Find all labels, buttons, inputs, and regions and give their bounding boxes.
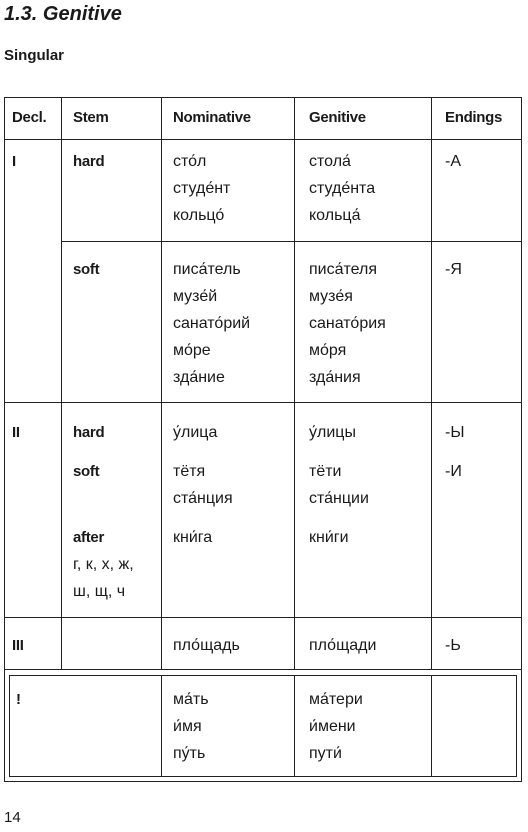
- column-divider: [294, 675, 295, 777]
- word: и́мени: [309, 718, 356, 735]
- header-genitive: Genitive: [309, 109, 366, 126]
- ending-cell: -Ы: [445, 424, 465, 441]
- column-divider: [161, 97, 162, 669]
- table-left-border: [4, 97, 5, 782]
- word: пу́ть: [173, 745, 206, 762]
- header-stem: Stem: [73, 109, 109, 126]
- exception-mark: !: [16, 691, 21, 708]
- stem-label: after: [73, 529, 105, 546]
- genitive-cell: у́лицы: [309, 424, 356, 441]
- table-right-border: [521, 97, 522, 782]
- column-divider: [431, 675, 432, 777]
- word: ма́тери: [309, 691, 363, 708]
- nominative-cell: кни́га: [173, 529, 213, 546]
- word: музе́я: [309, 288, 353, 305]
- word: и́мя: [173, 718, 202, 735]
- genitive-cell: [309, 686, 363, 767]
- nominative-cell: [173, 256, 250, 391]
- word: пути́: [309, 745, 342, 762]
- ending-cell: -А: [445, 153, 461, 170]
- word: санато́рия: [309, 315, 386, 332]
- exception-box-bottom: [9, 776, 517, 777]
- word: ста́нция: [173, 490, 233, 507]
- ending-cell: -И: [445, 463, 462, 480]
- word: писа́тель: [173, 261, 241, 278]
- section-title: 1.3. Genitive: [4, 3, 122, 25]
- word: ма́ть: [173, 691, 209, 708]
- genitive-cell: кни́ги: [309, 529, 349, 546]
- exception-box-top: [9, 675, 517, 676]
- declension-label: II: [12, 424, 20, 441]
- table-top-border: [4, 97, 522, 98]
- declension-label: III: [12, 637, 24, 654]
- nominative-cell: [173, 686, 209, 767]
- word: кольцо́: [173, 207, 225, 224]
- stem-label: hard: [73, 424, 105, 441]
- row-divider: [4, 669, 522, 670]
- nominative-cell: пло́щадь: [173, 637, 240, 654]
- word: музе́й: [173, 288, 218, 305]
- word: писа́теля: [309, 261, 378, 278]
- header-divider: [4, 139, 522, 140]
- word: зда́ние: [173, 369, 225, 386]
- nominative-cell: у́лица: [173, 424, 218, 441]
- genitive-cell: [309, 148, 375, 229]
- row-divider: [4, 402, 522, 403]
- exception-box-right: [516, 675, 517, 777]
- ending-cell: -Ь: [445, 637, 461, 654]
- word: тётя: [173, 463, 206, 480]
- word: студе́нт: [173, 180, 231, 197]
- genitive-cell: пло́щади: [309, 637, 377, 654]
- stem-cell: [73, 524, 134, 605]
- word: стола́: [309, 153, 351, 170]
- word: сто́л: [173, 153, 207, 170]
- word: зда́ния: [309, 369, 361, 386]
- header-nominative: Nominative: [173, 109, 251, 126]
- column-divider: [61, 97, 62, 669]
- row-divider: [4, 617, 522, 618]
- stem-label: soft: [73, 261, 100, 278]
- nominative-cell: [173, 458, 233, 512]
- column-divider: [161, 675, 162, 777]
- exception-box-left: [9, 675, 10, 777]
- stem-label: hard: [73, 153, 105, 170]
- table-bottom-border: [4, 781, 522, 782]
- declension-label: I: [12, 153, 16, 170]
- word: мо́ре: [173, 342, 211, 359]
- consonant-list: ш, щ, ч: [73, 583, 126, 600]
- genitive-cell: [309, 256, 386, 391]
- ending-cell: -Я: [445, 261, 462, 278]
- page-number: 14: [4, 809, 21, 826]
- header-declension: Decl.: [12, 109, 47, 126]
- nominative-cell: [173, 148, 230, 229]
- section-subtitle: Singular: [4, 47, 65, 64]
- word: тёти: [309, 463, 342, 480]
- word: студе́нта: [309, 180, 376, 197]
- word: санато́рий: [173, 315, 251, 332]
- word: кольца́: [309, 207, 361, 224]
- word: мо́ря: [309, 342, 347, 359]
- header-endings: Endings: [445, 109, 503, 126]
- stem-label: soft: [73, 463, 100, 480]
- column-divider: [294, 97, 295, 669]
- consonant-list: г, к, х, ж,: [73, 556, 134, 573]
- column-divider: [431, 97, 432, 669]
- row-divider: [61, 241, 522, 242]
- word: ста́нции: [309, 490, 369, 507]
- genitive-cell: [309, 458, 369, 512]
